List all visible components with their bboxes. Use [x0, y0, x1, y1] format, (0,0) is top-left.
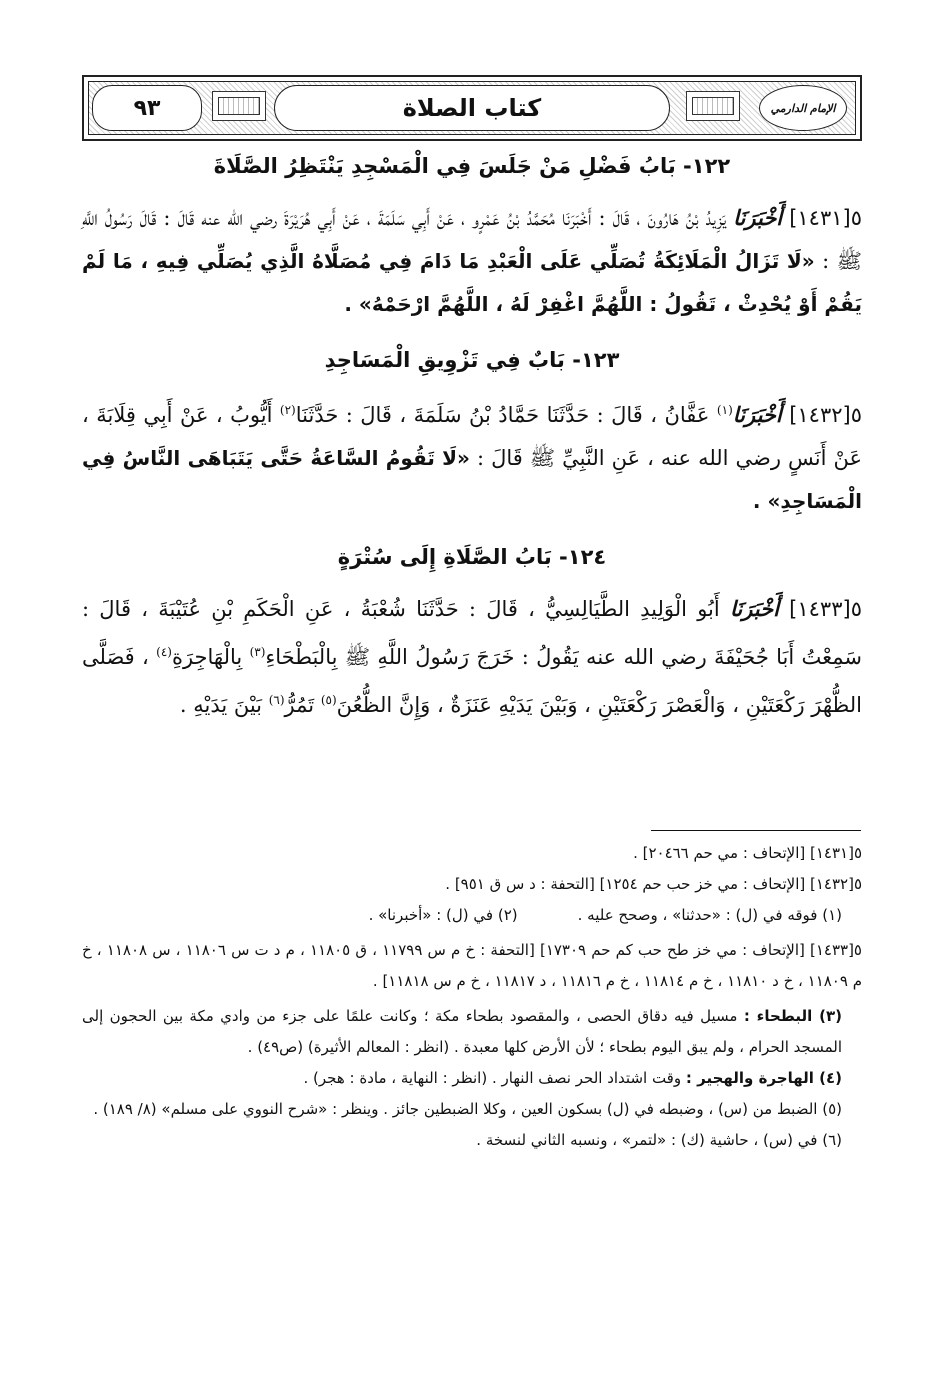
- footnote-note-4: [82, 1063, 862, 1094]
- matn: «لَا تَزَالُ الْمَلَائِكَةُ تُصَلِّي عَلَى الْعَبْدِ مَا دَامَ فِي مُصَلَّاهُ الَّذِي يُصَلِّي فِيهِ ، مَا لَمْ يَقُمْ أَوْ يُحْدِثْ ، تَقُولُ : اللَّهُمَّ اغْفِرْ لَهُ ، اللَّهُمَّ ارْحَمْهُ» .: [82, 248, 862, 316]
- footnote-divider: [651, 830, 861, 831]
- footnote-term: (٣) البطحاء :: [743, 1007, 843, 1025]
- footnote-ref-5: (٥): [320, 692, 337, 707]
- footnote-1431: ٥[١٤٣١] [الإتحاف : مي حم ٢٠٤٦٦] .: [633, 844, 862, 862]
- hadith-1432: [82, 389, 862, 523]
- main-text: [82, 150, 862, 727]
- book-title: كتاب الصلاة: [402, 94, 542, 122]
- page-header: [82, 75, 862, 141]
- akhbarana-word: أَخْبَرَنَا: [729, 595, 779, 621]
- hadith-1433: [82, 587, 862, 727]
- hadith-1431: [82, 196, 862, 326]
- text-part-a: أَبُو الْوَلِيدِ الطَّيَالِسِيُّ ، قَالَ : حَدَّثَنَا شُعْبَةُ ، عَنِ الْحَكَمِ بْنِ عُتَيْبَةَ ، قَالَ : سَمِعْتُ أَبَا جُحَيْفَةَ رضي الله عنه يَقُولُ : خَرَجَ رَسُولُ اللَّهِ ﷺ بِالْبَطْحَاءِ: [82, 596, 862, 669]
- footnote-ref-2: (٢): [279, 403, 296, 418]
- text-part-d: تَمُرُّ: [284, 692, 315, 717]
- chapter-heading-124: ١٢٤- بَابُ الصَّلَاةِ إِلَى سُتْرَةٍ: [337, 545, 607, 570]
- akhbarana-word: أَخْبَرَنَا: [732, 402, 782, 428]
- footnote-ref-6: (٦): [268, 692, 285, 707]
- hadith-number: ٥[١٤٣١]: [789, 205, 862, 230]
- footnote-note-5: (٥) الضبط من (س) ، وضبطه في (ل) بسكون العين ، وكلا الضبطين جائز . وينظر : «شرح النووي على مسلم» (٨/ ١٨٩) .: [93, 1100, 842, 1118]
- hadith-number: ٥[١٤٣٣]: [789, 596, 862, 621]
- footnote-note-6: (٦) في (س) ، حاشية (ك) : «لتمر» ، ونسبه الثاني لنسخة .: [476, 1131, 842, 1149]
- footnote-term: (٤) الهاجرة والهجير :: [685, 1069, 842, 1087]
- text-part-e: بَيْنَ يَدَيْهِ .: [179, 692, 263, 717]
- footnote-ref-1: (١): [716, 403, 733, 418]
- matn: «لَا تَقُومُ السَّاعَةُ حَتَّى يَتَبَاهَى النَّاسُ فِي الْمَسَاجِدِ» .: [82, 446, 862, 514]
- seal-logo: الإمام الدارمي: [759, 85, 847, 131]
- page-number-frame: [92, 85, 202, 131]
- footnote-ref-3: (٣): [249, 644, 266, 659]
- footnote-note-1: (١) فوقه في (ل) : «حدثنا» ، وصحح عليه .: [577, 906, 842, 924]
- ornament-right-icon: [686, 91, 740, 121]
- footnote-text: مسيل فيه دقاق الحصى ، والمقصود بطحاء مكة ؛ وكانت علمًا على جزء من وادي مكة بين الحجون إلى المسجد الحرام ، ولم يبق اليوم بطحاء ؛ لأن الأرض كلها معبدة . (انظر : المعالم الأثيرة) (ص٤٩) .: [82, 1007, 842, 1056]
- footnote-notes-1-2: [82, 900, 862, 931]
- footnote-text: وقت اشتداد الحر نصف النهار . (انظر : النهاية ، مادة : هجر) .: [303, 1069, 682, 1087]
- footnote-note-3: [82, 1001, 862, 1063]
- page-number: ٩٣: [133, 95, 161, 121]
- text-part-c: ، فَصَلَّى الظُّهْرَ رَكْعَتَيْنِ ، وَالْعَصْرَ رَكْعَتَيْنِ ، وَبَيْنَ يَدَيْهِ عَنَزَةٌ ، وَإِنَّ الظُّعُنَ: [82, 644, 862, 717]
- seal-container: [754, 83, 852, 133]
- ornament-left-icon: [212, 91, 266, 121]
- chapter-heading-123: ١٢٣- بَابٌ فِي تَزْوِيقِ الْمَسَاجِدِ: [324, 347, 620, 372]
- header-title-frame: [274, 85, 670, 131]
- footnote-1433: ٥[١٤٣٣] [الإتحاف : مي خز طح حب كم حم ١٧٣٠٩] [التحفة : خ م س ١١٧٩٩ ، ق ١١٨٠٥ ، م د ت س ١١٨٠٦ ، س ١١٨٠٨ ، خ م ١١٨٠٩ ، خ د ١١٨١٠ ، خ م ١١٨١٤ ، خ م ١١٨١٦ ، د ١١٨١٧ ، خ م س ١١٨١٨] .: [82, 941, 862, 990]
- text-part-b: بِالْهَاجِرَةِ: [171, 644, 243, 669]
- chapter-heading-122: ١٢٢- بَابُ فَضْلِ مَنْ جَلَسَ فِي الْمَسْجِدِ يَنْتَظِرُ الصَّلَاةَ: [213, 154, 731, 178]
- isnad-part-b: أَيُّوبُ ، عَنْ أَبِي قِلَابَةَ ، عَنْ أَنَسٍ رضي الله عنه ، عَنِ النَّبِيِّ ﷺ قَالَ :: [82, 403, 863, 471]
- footnote-1432: ٥[١٤٣٢] [الإتحاف : مي خز حب حم ١٢٥٤] [التحفة : د س ق ٩٥١] .: [445, 875, 862, 893]
- footnote-note-2: (٢) في (ل) : «أخبرنا» .: [368, 906, 518, 924]
- akhbarana-word: أَخْبَرَنَا: [733, 204, 783, 230]
- footnotes: [82, 838, 862, 1156]
- footnote-ref-4: (٤): [156, 644, 172, 659]
- isnad-part-a: عَفَّانُ ، قَالَ : حَدَّثَنَا حَمَّادُ بْنُ سَلَمَةَ ، قَالَ : حَدَّثَنَا: [295, 403, 710, 428]
- hadith-number: ٥[١٤٣٢]: [789, 403, 862, 428]
- isnad: يَزِيدُ بْنُ هَارُونَ ، قَالَ : أَخْبَرَنَا مُحَمَّدُ بْنُ عَمْرٍو ، عَنْ أَبِي سَلَمَةَ ، عَنْ أَبِي هُرَيْرَةَ رضي الله عنه قَالَ : قَالَ رَسُولُ اللَّهِ ﷺ :: [82, 205, 862, 273]
